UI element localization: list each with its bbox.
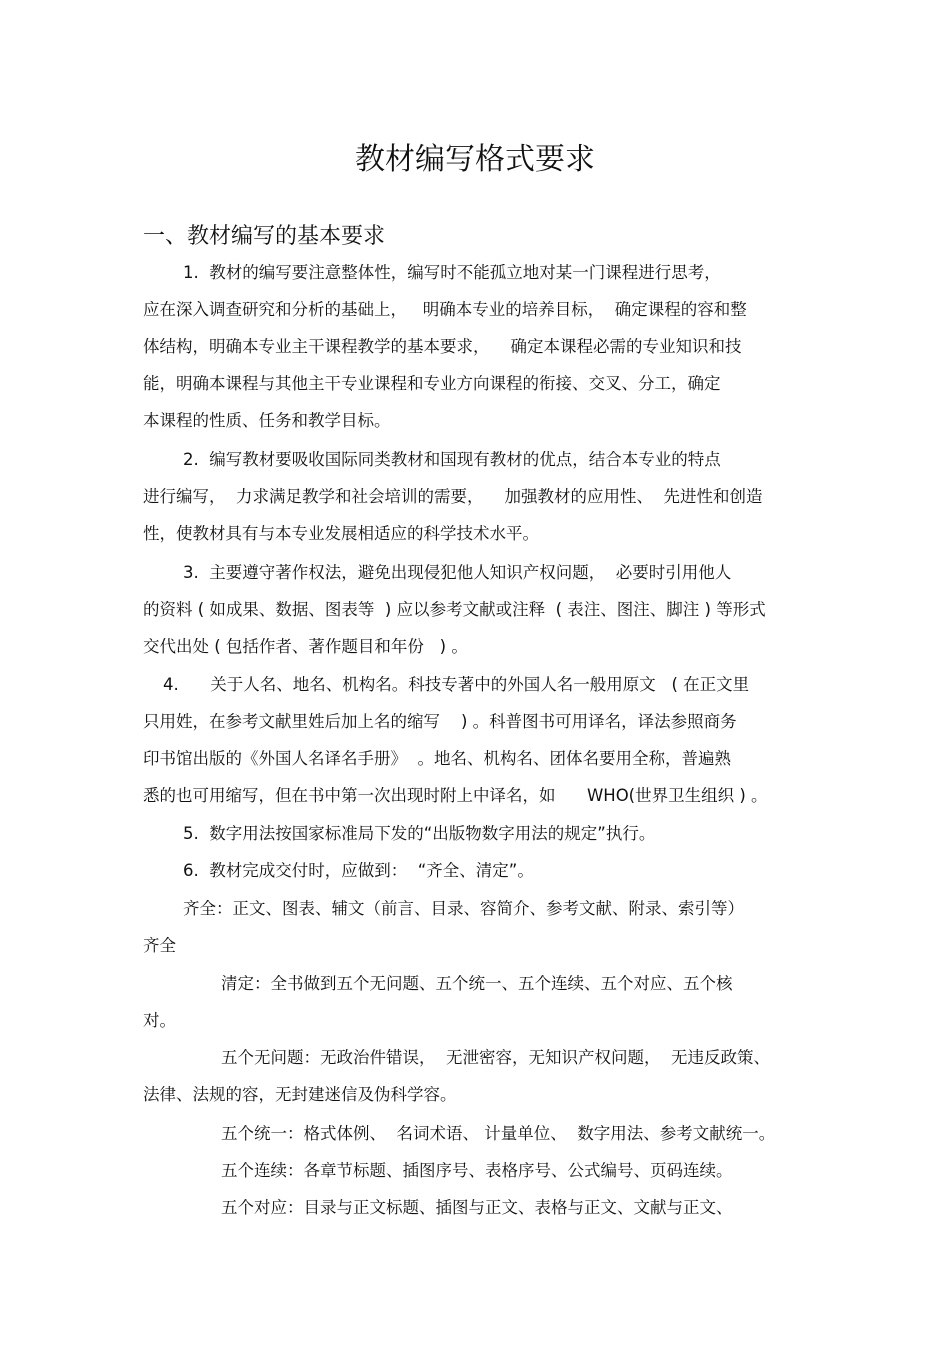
text-line: 进行编写， 力求满足教学和社会培训的需要， 加强教材的应用性、 先进性和创造	[143, 487, 763, 506]
text-line: 4. 关于人名、地名、机构名。科技专著中的外国人名一般用原文 ( 在正文里	[163, 675, 750, 694]
text-line: 齐全：正文、图表、辅文（前言、目录、容简介、参考文献、附录、索引等）	[183, 899, 744, 918]
text-line: 1. 教材的编写要注意整体性，编写时不能孤立地对某一门课程进行思考，	[183, 263, 721, 282]
text-line: 2. 编写教材要吸收国际同类教材和国现有教材的优点，结合本专业的特点	[183, 450, 721, 469]
text-line: 五个无问题：无政治件错误， 无泄密容，无知识产权问题， 无违反政策、	[221, 1048, 770, 1067]
text-line: 印书馆出版的《外国人名译名手册》 。地名、机构名、团体名要用全称，普遍熟	[143, 749, 731, 768]
text-line: 5. 数字用法按国家标准局下发的“出版物数字用法的规定”执行。	[183, 824, 656, 843]
text-line: 交代出处 ( 包括作者、著作题目和年份 ) 。	[143, 637, 468, 656]
text-line: 3. 主要遵守著作权法，避免出现侵犯他人知识产权问题， 必要时引用他人	[183, 563, 732, 582]
text-line: 只用姓，在参考文献里姓后加上名的缩写 ) 。科普图书可用译名，译法参照商务	[143, 712, 737, 731]
text-line: 6. 教材完成交付时，应做到： “齐全、清定”。	[183, 861, 534, 880]
text-line: 性，使教材具有与本专业发展相适应的科学技术水平。	[143, 524, 539, 543]
text-line: 齐全	[143, 936, 176, 955]
page-title: 教材编写格式要求	[355, 142, 595, 177]
text-line: 体结构，明确本专业主干课程教学的基本要求， 确定本课程必需的专业知识和技	[143, 337, 742, 356]
text-line: 对。	[143, 1011, 176, 1030]
text-line: 法律、法规的容，无封建迷信及伪科学容。	[143, 1085, 457, 1104]
text-line: 五个连续：各章节标题、插图序号、表格序号、公式编号、页码连续。	[221, 1161, 733, 1180]
text-line: 清定：全书做到五个无问题、五个统一、五个连续、五个对应、五个核	[221, 974, 733, 993]
text-line: 悉的也可用缩写，但在书中第一次出现时附上中译名，如 WHO(世界卫生组织 ) 。	[143, 786, 768, 805]
text-line: 五个对应：目录与正文标题、插图与正文、表格与正文、文献与正文、	[221, 1198, 733, 1217]
text-line: 能，明确本课程与其他主干专业课程和专业方向课程的衔接、交叉、分工，确定	[143, 374, 721, 393]
text-line: 应在深入调查研究和分析的基础上， 明确本专业的培养目标， 确定课程的容和整	[143, 300, 747, 319]
section-heading: 一、教材编写的基本要求	[143, 224, 386, 249]
text-line: 五个统一：格式体例、 名词术语、 计量单位、 数字用法、参考文献统一。	[221, 1124, 776, 1143]
text-line: 的资料 ( 如成果、数据、图表等 ) 应以参考文献或注释 ( 表注、图注、脚注 ) 等形式	[143, 600, 766, 619]
text-line: 本课程的性质、任务和教学目标。	[143, 411, 391, 430]
